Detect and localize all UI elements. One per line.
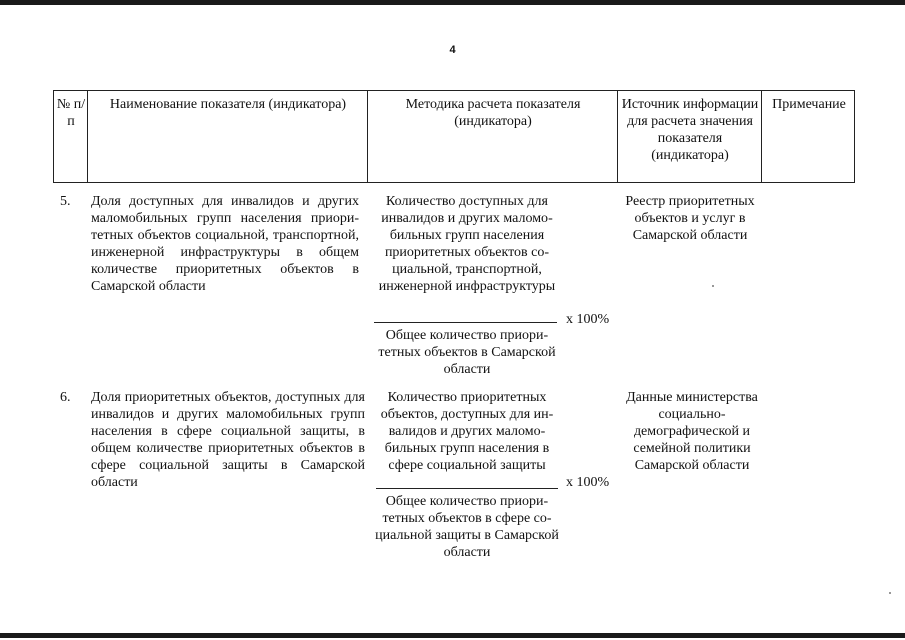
multiplier: х 100% [566,312,610,327]
header-name: Наименование показателя (индикатора) [109,97,347,112]
column-divider [761,91,762,182]
formula-numerator: Количество доступных для инвалидов и других маломобильных групп населения приоритетных объектов социальной, транспортной, инженерной инфраструктуры [378,194,556,294]
multiplier: х 100% [566,475,610,490]
formula-denominator: Общее количество приоритетных объектов в сфере социальной защиты в Самарской области [375,494,559,560]
header-source: Источник информации для расчета значения показателя (индикатора) [621,97,759,163]
data-source: Реестр приоритетных объектов и услуг в Самарской области [625,194,755,243]
data-source: Данные министерства социально-демографической и семейной политики Самарской области [626,390,758,473]
column-divider [617,91,618,182]
page-number: 4 [449,44,456,56]
column-divider [367,91,368,182]
header-method: Методика расчета показателя (индикатора) [405,97,581,129]
scan-speck [712,285,714,287]
scan-speck [889,592,891,594]
formula-numerator: Количество приоритетных объектов, доступных для инвалидов и других маломобильных групп населения в сфере социальной защиты [380,390,554,473]
header-number: № п/п [56,97,86,129]
fraction-line [374,322,557,323]
formula-denominator: Общее количество приоритетных объектов в Самарской области [378,328,556,377]
indicator-name: Доля доступных для инвалидов и других маломобильных групп населения приоритетных объектов социальной, транспортной, инженерной инфраструктуры в общем количестве приоритетных объектов в Самарской области [91,194,359,294]
row-number: 5. [60,194,71,209]
row-number: 6. [60,390,71,405]
column-divider [87,91,88,182]
scan-bottom-border [0,633,905,638]
indicator-name: Доля приоритетных объектов, доступных для инвалидов и других маломобильных групп населения в сфере социальной защиты, в общем количестве приоритетных объектов в сфере социальной защиты в Самарской области [91,390,365,490]
header-note: Примечание [772,97,846,112]
fraction-line [376,488,558,489]
table-header [53,90,855,183]
scan-top-border [0,0,905,5]
